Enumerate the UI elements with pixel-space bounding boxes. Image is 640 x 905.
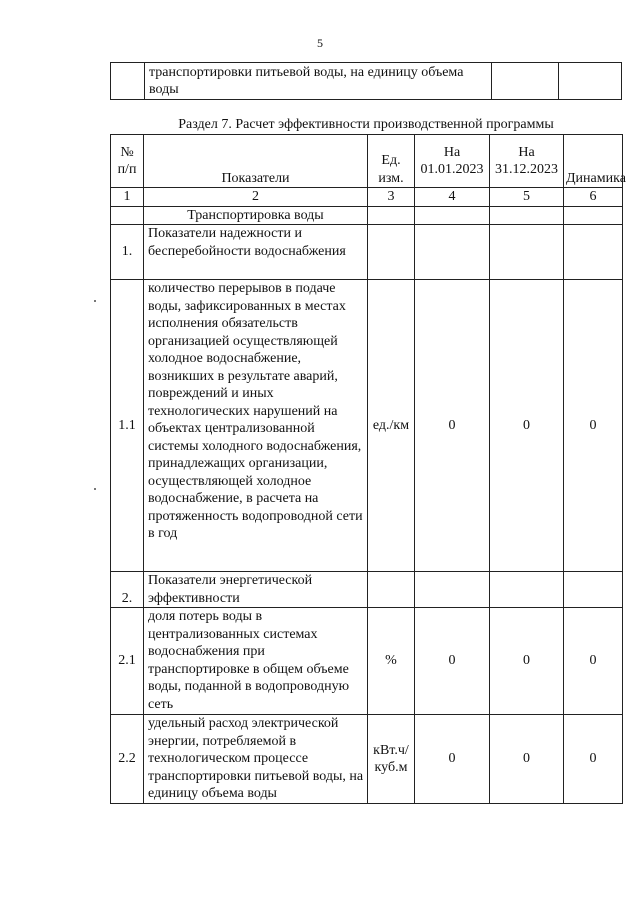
column-number: 2	[144, 188, 368, 207]
table-cell	[111, 63, 145, 100]
header-date1: На 01.01.2023	[415, 135, 490, 188]
row-num: 2.1	[111, 608, 144, 715]
table-cell	[368, 206, 415, 225]
header-indicator: Показатели	[144, 135, 368, 188]
column-number: 4	[415, 188, 490, 207]
table-row	[111, 225, 623, 280]
indicator-cell: транспортировки питьевой воды, на единицу объема воды	[145, 63, 492, 100]
row-value-end: 0	[490, 715, 564, 804]
row-unit: ед./км	[368, 280, 415, 572]
table-row	[111, 63, 622, 100]
row-indicator: удельный расход электрической энергии, потребляемой в технологическом процессе транспортировки питьевой воды, на единицу объема воды	[144, 715, 368, 804]
row-dynamics	[564, 572, 623, 608]
row-unit: кВт.ч/куб.м	[368, 715, 415, 804]
row-value-start: 0	[415, 280, 490, 572]
row-value-start	[415, 572, 490, 608]
row-indicator: Показатели надежности и бесперебойности водоснабжения	[144, 225, 368, 280]
row-dynamics	[564, 225, 623, 280]
column-number: 5	[490, 188, 564, 207]
group-title: Транспортировка воды	[144, 206, 368, 225]
row-num: 1.	[111, 225, 144, 280]
table-cell	[415, 206, 490, 225]
row-num: 1.1	[111, 280, 144, 572]
table-row	[111, 608, 623, 715]
row-num: 2.	[111, 572, 144, 608]
table-row	[111, 715, 623, 804]
margin-mark	[94, 300, 96, 302]
header-num: № п/п	[111, 135, 144, 188]
row-dynamics: 0	[564, 280, 623, 572]
table-cell	[564, 206, 623, 225]
row-indicator: Показатели энергетической эффективности	[144, 572, 368, 608]
table-cell	[559, 63, 622, 100]
table-cell	[492, 63, 559, 100]
row-dynamics: 0	[564, 608, 623, 715]
row-value-start: 0	[415, 715, 490, 804]
header-unit: Ед. изм.	[368, 135, 415, 188]
row-num: 2.2	[111, 715, 144, 804]
page-number: 5	[317, 36, 323, 50]
row-indicator: количество перерывов в подаче воды, зафиксированных в местах исполнения обязательств организацией осуществляющей холодное водоснабжение, возникших в результате аварий, повреждений и иных технологических нарушений на объектах централизованной системы холодного водоснабжения, принадлежащих организации, осуществляющей холодное водоснабжение, в расчета на протяженность водопроводной сети в год	[144, 280, 368, 572]
header-date2: На 31.12.2023	[490, 135, 564, 188]
row-value-end: 0	[490, 280, 564, 572]
continuation-table	[110, 62, 622, 100]
row-value-end	[490, 572, 564, 608]
header-row	[111, 135, 623, 188]
row-dynamics: 0	[564, 715, 623, 804]
row-unit	[368, 572, 415, 608]
column-number: 3	[368, 188, 415, 207]
row-unit	[368, 225, 415, 280]
table-cell	[490, 206, 564, 225]
table-cell	[111, 206, 144, 225]
group-row	[111, 206, 623, 225]
row-value-end: 0	[490, 608, 564, 715]
column-number-row	[111, 188, 623, 207]
row-indicator: доля потерь воды в централизованных системах водоснабжения при транспортировке в общем объеме воды, поданной в водопроводную сеть	[144, 608, 368, 715]
column-number: 6	[564, 188, 623, 207]
efficiency-table	[110, 134, 626, 804]
table-row	[111, 280, 623, 572]
row-unit: %	[368, 608, 415, 715]
column-number: 1	[111, 188, 144, 207]
section-caption: Раздел 7. Расчет эффективности производственной программы	[178, 117, 554, 132]
row-value-start: 0	[415, 608, 490, 715]
table-row	[111, 572, 623, 608]
header-dynamics: Динамика	[564, 135, 623, 188]
margin-mark	[94, 488, 96, 490]
row-value-start	[415, 225, 490, 280]
row-value-end	[490, 225, 564, 280]
